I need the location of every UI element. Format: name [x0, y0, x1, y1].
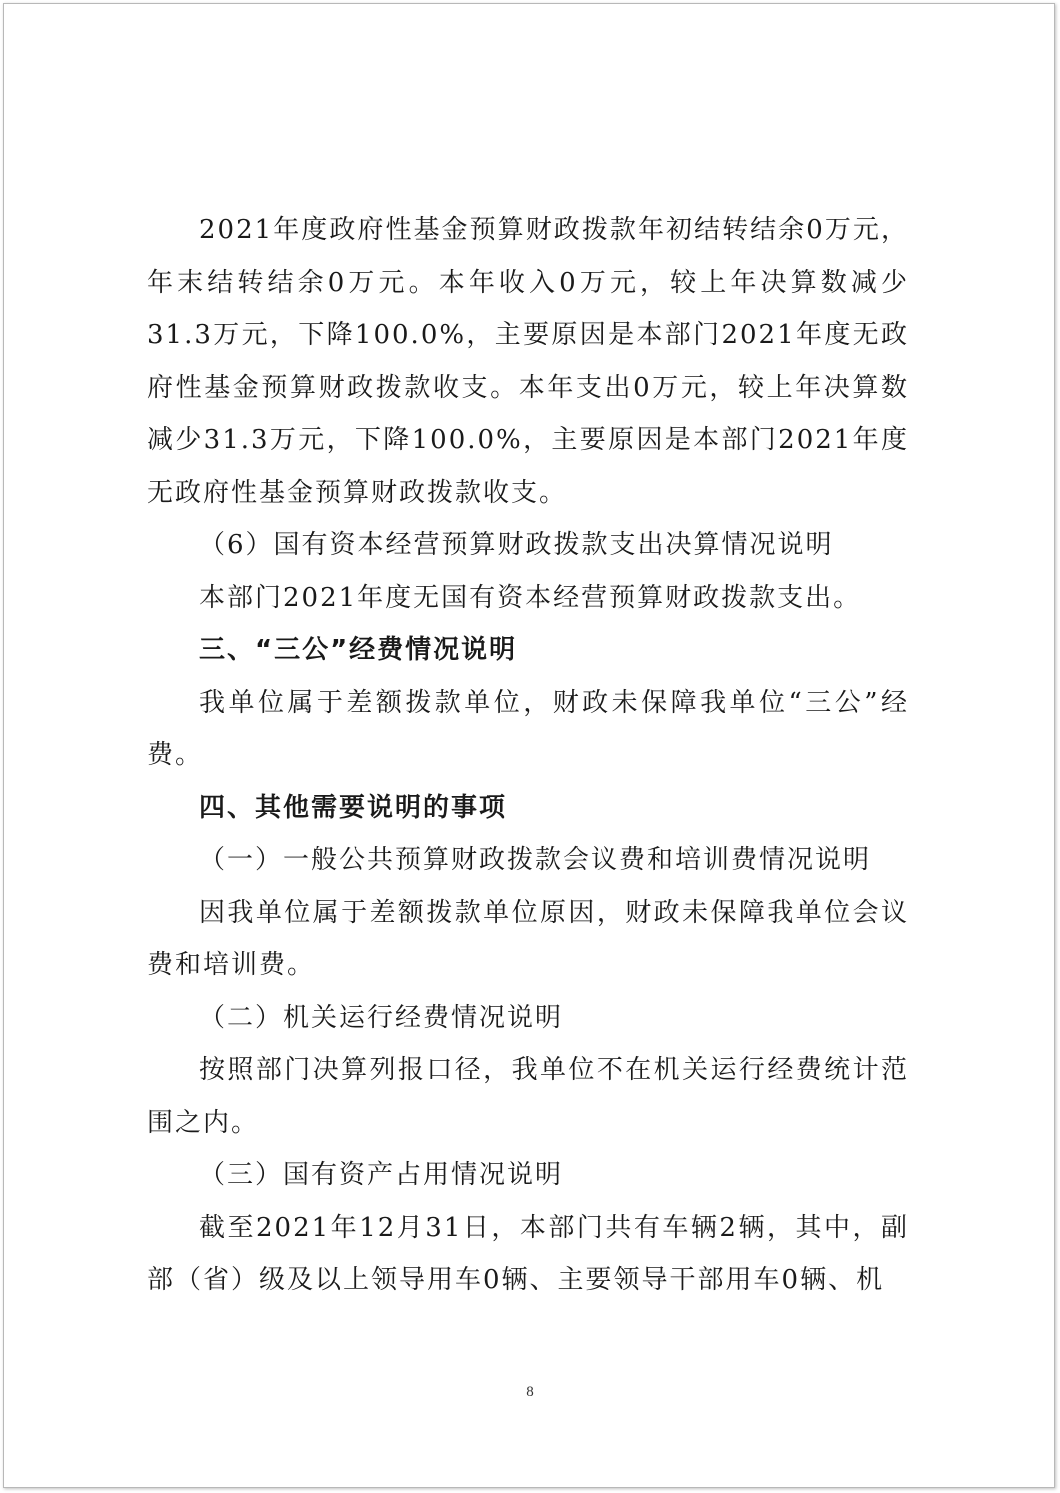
paragraph-meeting-training: 因我单位属于差额拨款单位原因，财政未保障我单位会议费和培训费。 [147, 897, 909, 980]
heading-three-public: 三、“三公”经费情况说明 [199, 635, 518, 665]
paragraph-operating-expenses: 按照部门决算列报口径，我单位不在机关运行经费统计范围之内。 [147, 1055, 909, 1138]
subheading-operating-expenses: （二）机关运行经费情况说明 [199, 1002, 564, 1033]
heading-other-matters: 四、其他需要说明的事项 [199, 792, 508, 823]
paragraph-state-capital: 本部门2021年度无国有资本经营预算财政拨款支出。 [199, 582, 862, 613]
page-number: 8 [526, 1384, 534, 1400]
subheading-state-assets: （三）国有资产占用情况说明 [199, 1160, 564, 1190]
paragraph-three-public: 我单位属于差额拨款单位，财政未保障我单位“三公”经费。 [147, 687, 909, 770]
paragraph-fund-budget: 2021年度政府性基金预算财政拨款年初结转结余0万元，年末结转结余0万元。本年收入0万元，较上年决算数减少31.3万元，下降100.0%，主要原因是本部门2021年度无政府性基金预算财政拨款收支。本年支出0万元，较上年决算数减少31.3万元，下降100.0%，主要原因是本部门2021年度无政府性基金预算财政拨款收支。 [147, 215, 909, 508]
page-content [147, 204, 909, 1307]
subheading-state-capital: （6）国有资本经营预算财政拨款支出决算情况说明 [199, 530, 834, 560]
document-page [3, 3, 1055, 1488]
subheading-meeting-training: （一）一般公共预算财政拨款会议费和培训费情况说明 [199, 845, 872, 875]
paragraph-state-assets: 截至2021年12月31日，本部门共有车辆2辆，其中，副部（省）级及以上领导用车0辆、主要领导干部用车0辆、机 [147, 1212, 909, 1295]
